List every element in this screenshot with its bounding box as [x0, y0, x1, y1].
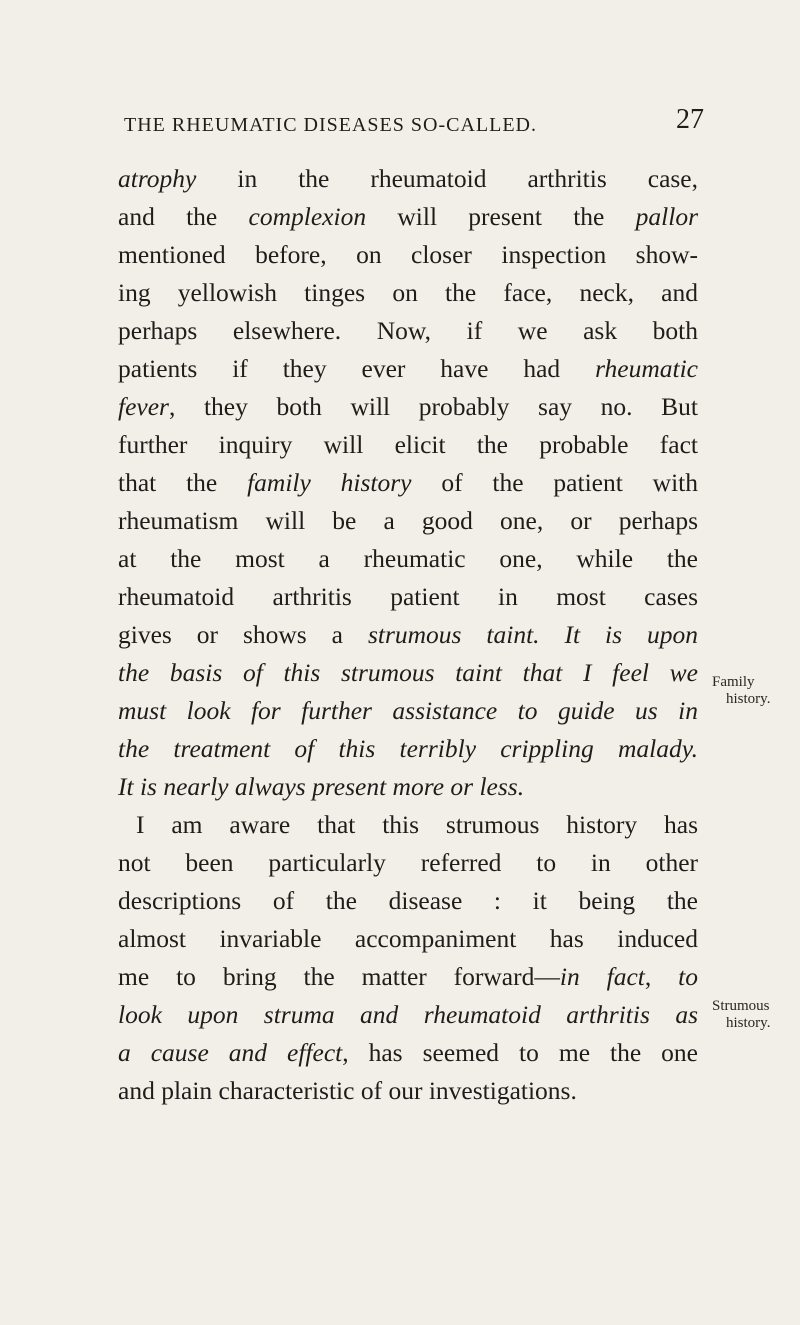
- text-run: me to bring the matter forward—: [118, 962, 560, 991]
- text-run: , they both will probably say no. But: [168, 392, 698, 421]
- margin-note-strumous-history: [712, 998, 800, 1032]
- text-line: [118, 1034, 698, 1072]
- text-line: ing yellowish tinges on the face, neck, and: [118, 278, 698, 307]
- text-line: further inquiry will elicit the probable fact: [118, 430, 698, 459]
- italic-phrase: family history: [247, 468, 412, 497]
- text-line: [118, 388, 698, 426]
- text-line: [118, 654, 698, 692]
- text-line: [118, 768, 698, 806]
- italic-phrase: must look for further assistance to guide us in: [118, 696, 698, 725]
- text-line: mentioned before, on closer inspection show-: [118, 240, 698, 269]
- text-line: [118, 198, 698, 236]
- italic-phrase: the treatment of this terribly crippling malady.: [118, 734, 698, 763]
- italic-phrase: It is nearly always present more or less.: [118, 772, 525, 801]
- text-line: [118, 350, 698, 388]
- text-run: [540, 620, 565, 649]
- italic-phrase: pallor: [635, 202, 698, 231]
- running-head: [124, 104, 704, 142]
- text-run: and the: [118, 202, 249, 231]
- text-run: ,: [644, 962, 679, 991]
- text-run: patients if they ever have had: [118, 354, 596, 383]
- text-run: will present the: [366, 202, 636, 231]
- text-line: [118, 958, 698, 996]
- text-run: , has seemed to me the one: [342, 1038, 698, 1067]
- text-line: I am aware that this strumous history has: [136, 810, 698, 839]
- margin-note-line: history.: [726, 1015, 771, 1031]
- running-title: THE RHEUMATIC DISEASES SO-CALLED.: [124, 114, 537, 136]
- italic-phrase: to: [678, 962, 699, 991]
- text-line: [118, 996, 698, 1034]
- text-line: [118, 464, 698, 502]
- text-run: of the patient with: [411, 468, 698, 497]
- margin-note-line: Family: [712, 674, 755, 690]
- text-line: at the most a rheumatic one, while the: [118, 544, 698, 573]
- text-line: almost invariable accompaniment has induced: [118, 924, 698, 953]
- italic-phrase: the basis of this strumous taint that I feel we: [118, 658, 698, 687]
- margin-note-family-history: [712, 674, 800, 708]
- margin-note-line: Strumous: [712, 998, 770, 1014]
- italic-phrase: in fact: [559, 962, 645, 991]
- italic-phrase: fever: [118, 392, 169, 421]
- text-run: in the rheumatoid arthritis case,: [196, 164, 698, 193]
- text-line: rheumatoid arthritis patient in most cases: [118, 582, 698, 611]
- text-line: [118, 160, 698, 198]
- italic-phrase: strumous taint.: [367, 620, 540, 649]
- text-line: [118, 730, 698, 768]
- text-line: and plain characteristic of our investigations.: [118, 1076, 577, 1105]
- text-line: not been particularly referred to in other: [118, 848, 698, 877]
- text-line: rheumatism will be a good one, or perhaps: [118, 506, 698, 535]
- body-text: [118, 160, 698, 1110]
- text-line: [118, 692, 698, 730]
- text-run: gives or shows a: [118, 620, 368, 649]
- italic-phrase: atrophy: [118, 164, 197, 193]
- italic-phrase: rheumatic: [595, 354, 698, 383]
- italic-phrase: complexion: [248, 202, 367, 231]
- text-line: perhaps elsewhere. Now, if we ask both: [118, 316, 698, 345]
- margin-note-line: history.: [726, 691, 771, 707]
- page-number: 27: [676, 104, 704, 135]
- italic-phrase: a cause and effect: [118, 1038, 343, 1067]
- italic-phrase: It is upon: [564, 620, 698, 649]
- italic-phrase: look upon struma and rheumatoid arthritis as: [118, 1000, 698, 1029]
- text-line: [118, 616, 698, 654]
- text-run: that the: [118, 468, 248, 497]
- text-line: descriptions of the disease : it being the: [118, 886, 698, 915]
